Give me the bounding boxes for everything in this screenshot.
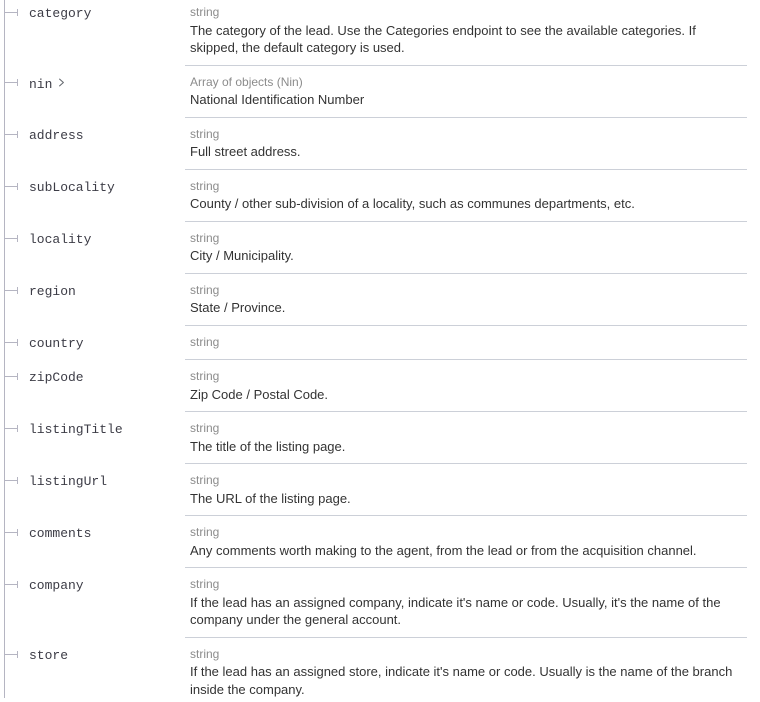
field-type-label: string: [190, 646, 220, 661]
field-name-cell: [0, 0, 185, 66]
field-description: Full street address.: [190, 144, 301, 159]
field-description: State / Province.: [190, 300, 286, 315]
field-name: region: [29, 283, 76, 299]
field-type-label: string: [190, 525, 220, 539]
field-description: The title of the listing page.: [190, 438, 346, 454]
field-type-label: string: [190, 230, 220, 245]
field-description: The category of the lead. Use the Categories endpoint to see the available categories. If skipped, the default category is used.: [190, 22, 696, 55]
field-row: [0, 516, 760, 568]
field-type-label: string: [190, 126, 220, 141]
field-name: locality: [29, 231, 92, 247]
field-type-label: string: [190, 369, 220, 383]
field-name-cell: [0, 464, 185, 516]
field-name-cell: [0, 360, 185, 412]
field-description: If the lead has an assigned store, indicate it's name or code. Usually is the name of the branch inside the company.: [190, 664, 733, 697]
field-name-cell: [0, 274, 185, 326]
field-name: country: [29, 335, 84, 351]
field-row: [0, 274, 760, 326]
field-name-cell: [0, 222, 185, 274]
field-type-label: string: [190, 577, 220, 591]
field-desc-cell: [185, 568, 747, 638]
field-row: [0, 412, 760, 464]
chevron-right-icon[interactable]: [57, 74, 66, 92]
field-description: County / other sub-division of a locality, such as communes departments, etc.: [190, 196, 635, 211]
field-name: listingTitle: [29, 422, 123, 437]
field-row: [0, 118, 760, 170]
field-name-cell: [0, 66, 185, 118]
field-desc-cell: [185, 0, 747, 66]
field-row: [0, 326, 760, 361]
field-name-cell: [0, 516, 185, 568]
field-desc-cell: [185, 326, 747, 361]
field-desc-cell: [185, 118, 747, 170]
field-desc-cell: [185, 638, 747, 702]
field-name-cell: [0, 326, 185, 361]
field-row: [0, 638, 760, 702]
field-row: [0, 222, 760, 274]
field-desc-cell: [185, 274, 747, 326]
field-row: [0, 170, 760, 222]
field-description: National Identification Number: [190, 92, 365, 107]
field-name: comments: [29, 526, 92, 541]
field-desc-cell: [185, 222, 747, 274]
field-description: Zip Code / Postal Code.: [190, 386, 329, 402]
field-row: [0, 568, 760, 638]
field-desc-cell: [185, 516, 747, 568]
field-desc-cell: [185, 360, 747, 412]
field-type-label: string: [190, 334, 220, 349]
field-name: category: [29, 6, 92, 21]
field-type-label: string: [190, 473, 220, 487]
field-desc-cell: [185, 464, 747, 516]
field-desc-cell: [185, 170, 747, 222]
field-name: company: [29, 578, 84, 593]
field-name: nin: [29, 76, 53, 92]
field-row: [0, 464, 760, 516]
field-desc-cell: [185, 66, 747, 118]
field-type-label: Array of objects (Nin): [190, 74, 303, 89]
field-description: Any comments worth making to the agent, from the lead or from the acquisition channel.: [190, 542, 697, 558]
field-name-cell: [0, 118, 185, 170]
field-name: store: [29, 647, 69, 663]
field-name: address: [29, 127, 84, 143]
field-row: [0, 66, 760, 118]
field-type-label: string: [190, 282, 220, 297]
field-type-label: string: [190, 178, 220, 193]
field-row: [0, 360, 760, 412]
field-type-label: string: [190, 5, 220, 19]
field-description: City / Municipality.: [190, 248, 294, 263]
field-name-cell: [0, 412, 185, 464]
field-name: subLocality: [29, 179, 115, 195]
field-name-cell: [0, 170, 185, 222]
field-name: listingUrl: [29, 474, 108, 489]
field-desc-cell: [185, 412, 747, 464]
field-name-cell: [0, 638, 185, 702]
field-type-label: string: [190, 421, 220, 435]
field-description: If the lead has an assigned company, indicate it's name or code. Usually, it's the name of the company under the general account.: [190, 594, 721, 627]
field-description: The URL of the listing page.: [190, 490, 351, 506]
field-row: [0, 0, 760, 66]
field-name: zipCode: [29, 370, 84, 385]
field-name-cell: [0, 568, 185, 638]
